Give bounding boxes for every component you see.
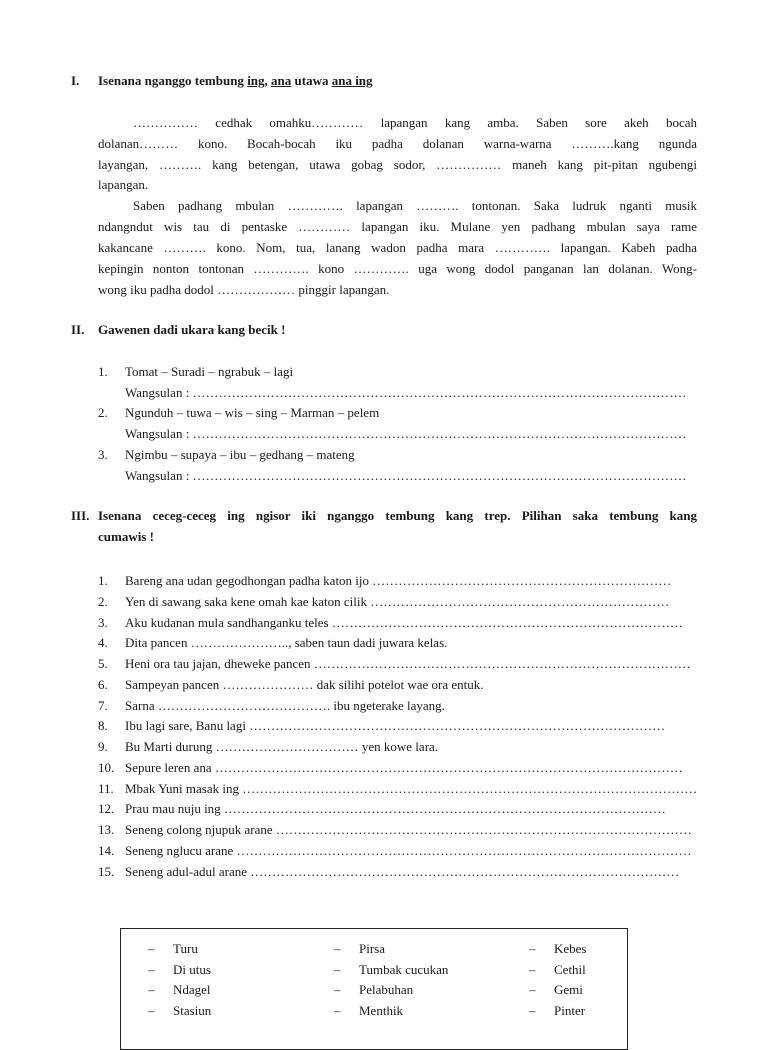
item-text: Seneng adul-adul arane ………………………………………………………………………………………: [125, 863, 680, 879]
list-item[interactable]: [0, 798, 700, 819]
item-text: Dita pancen ………………….., saben taun dadi juwara kelas.: [125, 635, 448, 651]
paragraph-line: wong iku padha dodol ……………… pinggir lapangan.: [98, 282, 390, 297]
item-number: 6.: [98, 676, 108, 692]
section-3-heading-line1: Isenana ceceg-ceceg ing ngisor iki nganggo tembung kang trep. Pilihan saka tembung kang: [98, 508, 697, 523]
item-text: Ngunduh – tuwa – wis – sing – Marman – pelem: [125, 405, 380, 420]
item-text: Sepure leren ana ………………………………………………………………………………………………: [125, 759, 683, 775]
word-bank-box: [120, 928, 628, 1050]
item-text: Ngimbu – supaya – ibu – gedhang – mateng: [125, 447, 355, 462]
answer-label: Wangsulan : ……………………………………………………………………………………………………: [125, 426, 687, 441]
dash-bullet: –: [148, 982, 155, 997]
item-number: 13.: [98, 822, 115, 837]
item-text: Seneng nglucu arane ……………………………………………………………………………………………: [125, 842, 692, 858]
paragraph-line: kakancane ………. kono. Nom, tua, lanang wadon padha mara …………. lapangan. Kabeh padha: [98, 240, 697, 255]
item-number: 3.: [98, 447, 108, 462]
heading-part: Isenana nganggo tembung: [98, 73, 248, 88]
answer-line[interactable]: [0, 423, 700, 444]
word-bank-word: Kebes: [554, 941, 587, 956]
answer-label: Wangsulan : ……………………………………………………………………………………………………: [125, 468, 687, 483]
paragraph-line: layangan, ………. kang betengan, utawa gobag sodor, …………… maneh kang pit-pitan ngubengi: [98, 157, 697, 172]
word-bank-word: Menthik: [359, 1003, 404, 1018]
item-number: 1.: [98, 364, 108, 379]
word-bank-item: [334, 982, 504, 1002]
dash-bullet: –: [334, 962, 341, 977]
item-text: Heni ora tau jajan, dheweke pancen ……………………………………………………………………………: [125, 656, 691, 671]
list-item[interactable]: [0, 715, 700, 736]
list-item: [0, 361, 700, 382]
heading-ing: ing: [247, 73, 265, 88]
dash-bullet: –: [334, 1003, 341, 1018]
word-bank-item: [334, 1003, 504, 1023]
word-bank-word: Pinter: [554, 1003, 586, 1018]
paragraph-line: dolanan……… kono. Bocah-bocah iku padha dolanan warna-warna ……….kang ngunda: [98, 136, 697, 151]
word-bank-word: Tumbak cucukan: [359, 962, 449, 977]
word-bank-word: Pelabuhan: [359, 982, 414, 997]
heading-part: ,: [264, 73, 272, 88]
section-3-heading-line2: cumawis !: [98, 529, 154, 544]
list-item: [0, 444, 700, 465]
list-item[interactable]: [0, 819, 700, 840]
item-number: 2.: [98, 593, 108, 609]
word-bank-item: [334, 941, 504, 961]
item-text: Sampeyan pancen ………………… dak silihi potelot wae ora entuk.: [125, 676, 484, 692]
list-item[interactable]: [0, 653, 700, 674]
list-item[interactable]: [0, 695, 700, 716]
item-text: Prau mau nuju ing …………………………………………………………………………………………: [125, 801, 666, 817]
section-1-roman: I.: [71, 73, 80, 88]
heading-ana: ana: [271, 73, 292, 88]
item-number: 14.: [98, 842, 115, 858]
list-item: [0, 402, 700, 423]
paragraph-line: lapangan.: [98, 177, 149, 192]
dash-bullet: –: [529, 1003, 536, 1018]
heading-ana-ing: ana ing: [331, 73, 373, 88]
section-2-heading: Gawenen dadi ukara kang becik !: [98, 322, 286, 337]
item-text: Ibu lagi sare, Banu lagi ……………………………………………………………………………………: [125, 718, 666, 734]
list-item[interactable]: [0, 736, 700, 757]
word-bank-item: [334, 962, 504, 982]
dash-bullet: –: [334, 941, 341, 956]
item-number: 10.: [98, 759, 115, 775]
heading-part: utawa: [291, 73, 332, 88]
item-number: 3.: [98, 614, 108, 630]
item-number: 2.: [98, 405, 108, 420]
item-text: Mbak Yuni masak ing ……………………………………………………………………………………………: [125, 780, 698, 796]
list-item[interactable]: [0, 840, 700, 861]
list-item[interactable]: [0, 570, 700, 591]
list-item[interactable]: [0, 674, 700, 695]
answer-label: Wangsulan : ……………………………………………………………………………………………………: [125, 385, 687, 400]
dash-bullet: –: [148, 941, 155, 956]
dash-bullet: –: [148, 1003, 155, 1018]
word-bank-word: Turu: [173, 941, 198, 956]
dash-bullet: –: [529, 941, 536, 956]
item-number: 7.: [98, 697, 108, 713]
word-bank-item: [148, 941, 318, 961]
word-bank-word: Cethil: [554, 962, 586, 977]
word-bank-item: [148, 982, 318, 1002]
item-number: 4.: [98, 635, 108, 651]
item-text: Tomat – Suradi – ngrabuk – lagi: [125, 364, 294, 379]
word-bank-word: Ndagel: [173, 982, 211, 997]
list-item[interactable]: [0, 778, 700, 799]
dash-bullet: –: [529, 982, 536, 997]
item-number: 11.: [98, 780, 114, 796]
list-item[interactable]: [0, 757, 700, 778]
list-item[interactable]: [0, 861, 700, 882]
dash-bullet: –: [529, 962, 536, 977]
word-bank-item: [529, 982, 699, 1002]
item-text: Bareng ana udan gegodhongan padha katon ijo ……………………………………………………………: [125, 573, 672, 588]
word-bank-item: [148, 1003, 318, 1023]
word-bank-word: Stasiun: [173, 1003, 212, 1018]
item-text: Bu Marti durung …………………………… yen kowe lara.: [125, 739, 439, 754]
dash-bullet: –: [334, 982, 341, 997]
item-text: Yen di sawang saka kene omah kae katon cilik ……………………………………………………………: [125, 593, 670, 609]
item-text: Aku kudanan mula sandhanganku teles ………………………………………………………………………: [125, 614, 683, 630]
paragraph-line: kepingin nonton tontonan …………. kono …………. uga wong dodol panganan lan dolanan. Wong-: [98, 261, 697, 276]
list-item[interactable]: [0, 632, 700, 653]
section-3-roman: III.: [71, 508, 90, 523]
word-bank-word: Pirsa: [359, 941, 385, 956]
dash-bullet: –: [148, 962, 155, 977]
list-item[interactable]: [0, 591, 700, 612]
word-bank-item: [529, 941, 699, 961]
item-number: 15.: [98, 863, 115, 879]
paragraph-line: Saben padhang mbulan …………. lapangan ………. tontonan. Saka ludruk nganti musik: [133, 198, 697, 213]
item-text: Sarna …………………………………. ibu ngeterake layang.: [125, 697, 445, 713]
paragraph-line: ndangndut wis tau di pentaske ………… lapangan iku. Mulane yen padhang mbulan saya rame: [98, 219, 697, 234]
word-bank-item: [529, 962, 699, 982]
item-number: 5.: [98, 656, 108, 671]
word-bank-item: [529, 1003, 699, 1023]
word-bank-word: Di utus: [173, 962, 211, 977]
list-item[interactable]: [0, 612, 700, 633]
answer-line[interactable]: [0, 465, 700, 486]
word-bank-word: Gemi: [554, 982, 583, 997]
item-number: 1.: [98, 573, 108, 588]
word-bank-item: [148, 962, 318, 982]
section-2-roman: II.: [71, 322, 85, 337]
answer-line[interactable]: [0, 382, 700, 403]
item-number: 8.: [98, 718, 108, 734]
item-text: Seneng colong njupuk arane ……………………………………………………………………………………: [125, 822, 692, 837]
item-number: 12.: [98, 801, 115, 817]
section-1-heading: [98, 73, 373, 89]
paragraph-line: …………… cedhak omahku………… lapangan kang amba. Saben sore akeh bocah: [133, 115, 697, 130]
item-number: 9.: [98, 739, 108, 754]
